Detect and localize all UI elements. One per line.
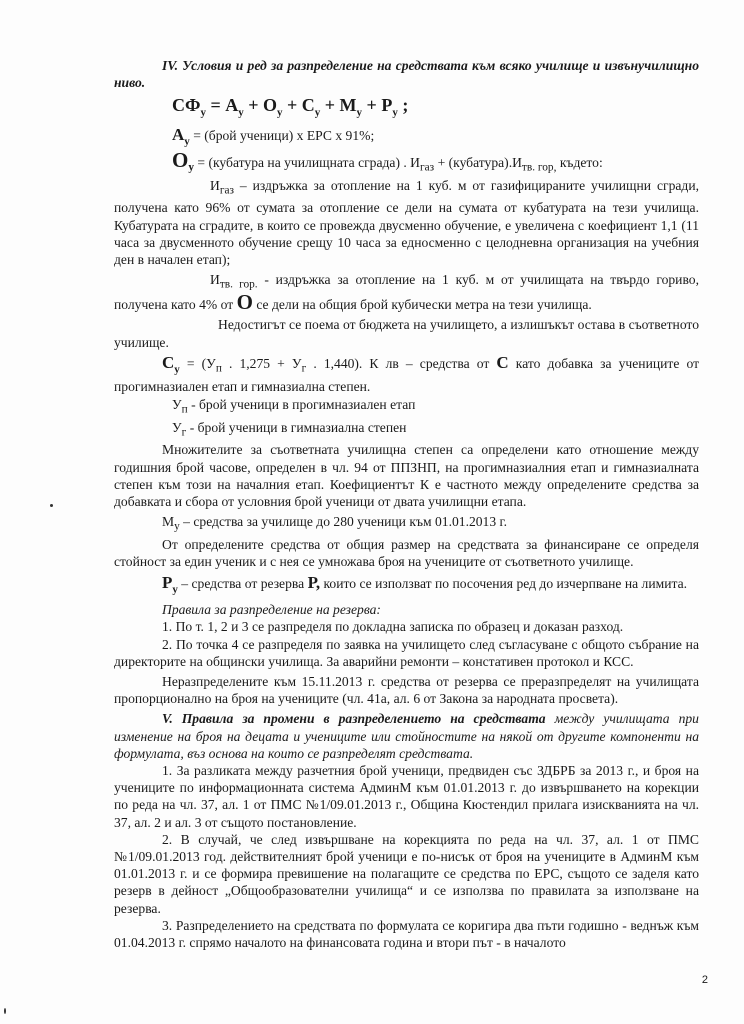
list-item-3: 3. Разпределението на средствата по формулата се коригира два пъти годишно - веднъж към 01.04.2013 г. спрямо началото на финансовата година и втори път - в началото [114, 917, 699, 951]
m-component-definition: $М_у$ – средства за училище до 280 ученици към 01.01.2013 г. [162, 514, 507, 533]
scan-speck [50, 504, 53, 507]
igaz-definition: $И_{газ}$ – издръжка за отопление на 1 куб. м от газифицираните училищни сгради, получена като 96% от сумата за отопление се дели на сумата от кубатурата на тези училища. Кубатурата на сградите, в които се провежда двусменно обучение, е увеличена с коефициент 1,1 (11 часа за двусменното обучение срещу 10 часа за едносменно с целодневна организация на учебния ден в начален етап); [114, 177, 699, 268]
list-item-1: 1. За разликата между разчетния брой ученици, предвиден със ЗДБРБ за 2013 г., и броя на учениците по информационната система АдминМ към 01.01.2013 г. до извършването на корекции по реда на чл. 37, ал. 1 от ПМС №1/09.01.2013 г., Община Кюстендил прилага изискванията на чл. 37, ал. 2 и ал. 3 от същото постановление. [114, 762, 699, 830]
redistribution-paragraph: Неразпределените към 15.11.2013 г. средства от резерва се преразпределят на училищата пропорционално на броя на учениците (чл. 41а, ал. 6 от Закона за народната просвета). [114, 673, 699, 707]
reserve-rules-title: Правила за разпределение на резерва: [162, 602, 381, 618]
itv-definition: $И_{тв. гор.}$ - издръжка за отопление на 1 куб. м от училищата на твърдо гориво, получена като 4% от О се дели на общия брой кубически метра на тези училища. [114, 272, 699, 315]
shortfall-paragraph: Недостигът се поема от бюджета на училището, а излишъкът остава в съответното училище. [114, 317, 699, 350]
r-component-definition: $Р_у$ – средства от резерва Р, които се използват по посочения ред до изчерпване на лимита. [162, 572, 688, 595]
o-component-definition: $О_у$ = (кубатура на училищната сграда) . $И_{газ}$ + $(кубатура).И_{тв. гор,}$ където: [172, 147, 603, 174]
section-heading-v: V. Правила за промени в разпределението на средствата между училищата при изменение на броя на децата и учениците или стойностите на някой от другите компоненти на формулата, въз основа на които се разпределят средствата. [114, 711, 699, 761]
multipliers-paragraph: Множителите за съответната училищна степен са определени като отношение между годишния брой часове, определен в чл. 94 от ППЗНП, на прогимназиалния етап и гимназиалната степен към този на началния етап. Коефициентът К е частното между определените средства за добавката и сбора от условния брой ученици от двата училищни етапа. [114, 442, 699, 510]
reserve-rule-2: 2. По точка 4 се разпределя по заявка на училището след съгласуване с общото събрание на директорите на общински училища. За аварийни ремонти – констативен протокол и КСС. [114, 636, 699, 669]
section-heading-iv: IV. Условия и ред за разпределение на средствата към всяко училище и извънучилищно ниво. [114, 58, 699, 91]
s-component-definition: $С_у = (У_п$ . $1,275 + У_г$ . 1,440). К лв – средства от С като добавка за учениците от прогимназиален етап и гимназиална степен. [114, 352, 700, 395]
a-component-definition: $А_у$ = (брой ученици) х ЕРС х 91%; [172, 125, 375, 148]
page-content [114, 57, 699, 951]
scan-mark [4, 1008, 6, 1014]
m-detail-paragraph: От определените средства от общия размер на средствата за финансиране се определя стойност за един ученик и с нея се умножава броя на учениците от съответното училище. [114, 537, 699, 570]
up-definition: $У_п$ - брой ученици в прогимназиален етап [172, 396, 416, 416]
reserve-rule-1: 1. По т. 1, 2 и 3 се разпределя по докладна записка по образец и доказан разход. [162, 619, 624, 635]
ug-definition: $У_г$ - брой ученици в гимназиална степен [172, 419, 407, 439]
list-item-2: 2. В случай, че след извършване на корекцията по реда на чл. 37, ал. 1 от ПМС №1/09.01.2013 год. действителният брой ученици е по-нисък от броя на учениците в АдминМ към 01.01.2013 г. и се формира превишение на полагащите се средства по ЕРС, същото се заделя като резерв в дейност „Общообразователни училища“ и се използва по правилата за използване на резерва. [114, 831, 699, 916]
page-number: 2 [701, 974, 708, 986]
main-formula: $СФ_у = А_у + О_у + С_у + М_у + Р_у$ ; [172, 95, 409, 119]
